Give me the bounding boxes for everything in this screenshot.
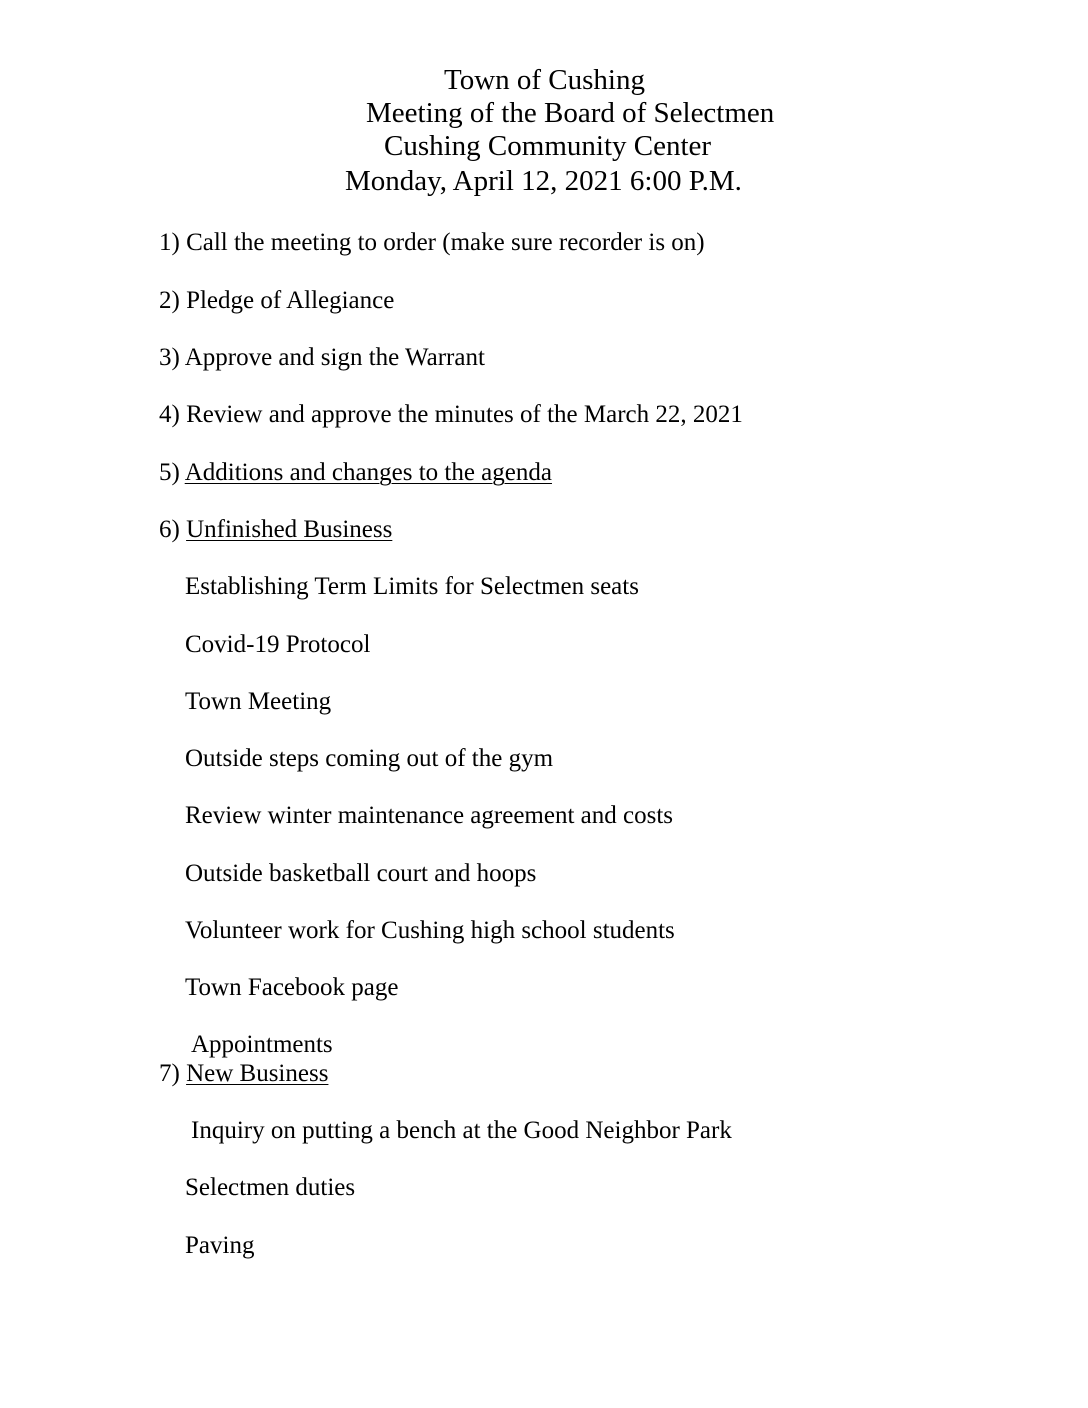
new-business-subitem: Selectmen duties bbox=[185, 1174, 356, 1201]
agenda-item-number: 4) bbox=[159, 401, 180, 428]
agenda-item-heading: Additions and changes to the agenda bbox=[184, 459, 552, 486]
unfinished-subitem: Volunteer work for Cushing high school students bbox=[185, 917, 675, 944]
agenda-item-number: 6) bbox=[159, 516, 180, 543]
unfinished-subitem: Outside steps coming out of the gym bbox=[185, 745, 554, 772]
unfinished-subitem: Review winter maintenance agreement and costs bbox=[185, 802, 674, 829]
header-location: Cushing Community Center bbox=[384, 130, 712, 162]
agenda-item-number: 5) bbox=[159, 459, 180, 486]
agenda-item-heading: New Business bbox=[186, 1060, 329, 1087]
agenda-item-text: Pledge of Allegiance bbox=[186, 287, 395, 314]
agenda-item-number: 3) bbox=[159, 344, 180, 371]
agenda-item-4 bbox=[159, 402, 743, 427]
new-business-subitem: Inquiry on putting a bench at the Good Neighbor Park bbox=[191, 1117, 732, 1144]
unfinished-subitem: Outside basketball court and hoops bbox=[185, 860, 537, 887]
agenda-item-text: Call the meeting to order (make sure recorder is on) bbox=[186, 229, 705, 256]
agenda-item-6 bbox=[159, 517, 392, 542]
agenda-item-heading: Unfinished Business bbox=[186, 516, 393, 543]
unfinished-subitem: Town Meeting bbox=[185, 688, 332, 715]
agenda-item-5 bbox=[159, 460, 552, 485]
agenda-item-text: Review and approve the minutes of the March 22, 2021 bbox=[186, 401, 743, 428]
agenda-item-number: 1) bbox=[159, 229, 180, 256]
header-town-name: Town of Cushing bbox=[444, 64, 645, 96]
agenda-item-7 bbox=[159, 1061, 328, 1086]
unfinished-subitem: Town Facebook page bbox=[185, 974, 399, 1001]
agenda-item-1 bbox=[159, 230, 705, 255]
unfinished-subitem: Appointments bbox=[191, 1031, 333, 1058]
unfinished-subitem: Establishing Term Limits for Selectmen seats bbox=[185, 573, 639, 600]
header-meeting-title: Meeting of the Board of Selectmen bbox=[366, 97, 775, 129]
agenda-item-number: 2) bbox=[159, 287, 180, 314]
agenda-item-2 bbox=[159, 288, 394, 313]
new-business-subitem: Paving bbox=[185, 1232, 255, 1259]
agenda-item-text: Approve and sign the Warrant bbox=[184, 344, 485, 371]
agenda-item-3 bbox=[159, 345, 485, 370]
unfinished-subitem: Covid-19 Protocol bbox=[185, 631, 371, 658]
header-date-time: Monday, April 12, 2021 6:00 P.M. bbox=[345, 165, 742, 197]
agenda-item-number: 7) bbox=[159, 1060, 180, 1087]
